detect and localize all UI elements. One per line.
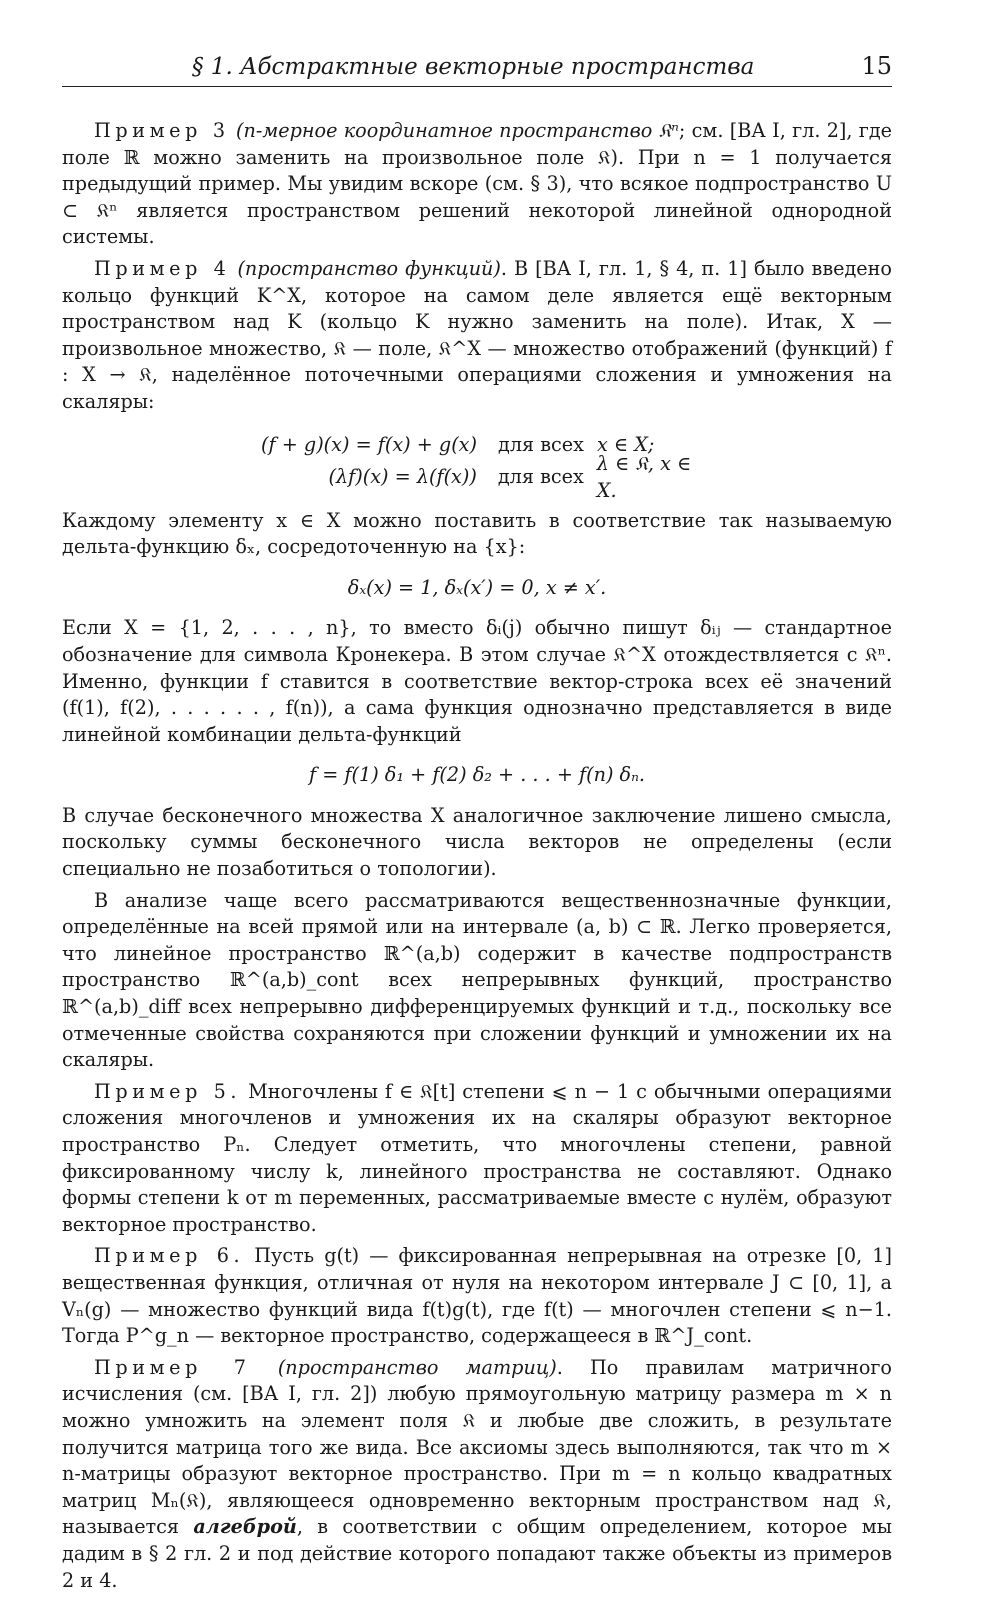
paragraph-text: . По правилам матричного исчисления (см. [ВА I, гл. 2]) любую прямоугольную матрицу размера m × n можно умножить на элемент поля 𝔎 и любые две сложить, в результате получится матрица того же вида. Все аксиомы здесь выполняются, так что m × n-матрицы образуют векторное пространство. При m = n кольцо квадратных матриц Mₙ(𝔎), являющееся одновременно векторным пространством над 𝔎, называется — [62, 1355, 892, 1539]
equation-condition: для всех — [498, 433, 584, 457]
pointwise-operations-equations — [237, 430, 717, 502]
equation-lhs: (λf)(x) = λ(f(x)) — [328, 465, 477, 489]
example-label: Пример 7 — [94, 1355, 251, 1379]
example-label: Пример 4 — [94, 256, 231, 280]
equation-condition: для всех — [497, 465, 584, 489]
running-header — [62, 52, 892, 87]
delta-equation: δₓ(x) = 1, δₓ(x′) = 0, x ≠ x′. — [347, 575, 607, 599]
example-5 — [62, 1079, 892, 1239]
paragraph-infinite-set: В случае бесконечного множества X аналогичное заключение лишено смысла, поскольку суммы бесконечного числа векторов не определены (если специально не позаботиться о топологии). — [62, 803, 892, 881]
equation-domain: x ∈ X; — [597, 433, 655, 457]
running-title: § 1. Абстрактные векторные пространства — [192, 54, 755, 80]
paragraph-text: . В [ВА I, гл. 1, § 4, п. 1] было введено кольцо функций K^X, которое на самом деле является ещё векторным пространством над K (кольцо K нужно заменить на поле). Итак, X — произвольное множество, 𝔎 — поле, 𝔎^X — множество отображений (функций) f : X → 𝔎, наделённое поточечными операциями сложения и умножения на скаляры: — [62, 256, 892, 413]
equation-lhs: (f + g)(x) = f(x) + g(x) — [261, 433, 477, 457]
paragraph-text: Пусть g(t) — фиксированная непрерывная на отрезке [0, 1] вещественная функция, отличная от нуля на некотором интервале J ⊂ [0, 1], а Vₙ(g) — множество функций вида f(t)g(t), где f(t) — многочлен степени ⩽ n−1. Тогда P^g_n — векторное пространство, содержащееся в ℝ^J_cont. — [62, 1244, 892, 1348]
paragraph-text: , в соответствии с общим определением, которое мы дадим в § 2 гл. 2 и под действие которого попадают также объекты из примеров 2 и 4. — [62, 1515, 892, 1592]
paragraph-kronecker: Если X = {1, 2, . . . , n}, то вместо δᵢ(j) обычно пишут δᵢⱼ — стандартное обозначение для символа Кронекера. В этом случае 𝔎^X отождествляется с 𝔎ⁿ. Именно, функции f ставится в соответствие вектор-строка всех её значений (f(1), f(2), . . . . . . , f(n)), а сама функция однозначно представляется в виде линейной комбинации дельта-функций — [62, 616, 892, 746]
example-heading: (пространство функций) — [237, 256, 501, 280]
paragraph-text: Многочлены f ∈ 𝔎[t] степени ⩽ n − 1 с обычными операциями сложения многочленов и умножения их на скаляры образуют векторное пространство Pₙ. Следует отметить, что многочлены степени, равной фиксированному числу k, линейного пространства не составляют. Однако формы степени k от m переменных, рассматриваемые вместе с нулём, образуют векторное пространство. — [62, 1079, 892, 1236]
equation-domain: λ ∈ 𝔎, x ∈ X. — [596, 451, 692, 502]
example-4 — [62, 256, 892, 416]
paragraph-analysis: В анализе чаще всего рассматриваются вещественнозначные функции, определённые на всей прямой или на интервале (a, b) ⊂ ℝ. Легко проверяется, что линейное пространство ℝ^(a,b) содержит в качестве подпространств пространство ℝ^(a,b)_cont всех непрерывных функций, пространство ℝ^(a,b)_diff всех непрерывно дифференцируемых функций и т.д., поскольку все отмеченные свойства сохраняются при сложении функций и умножении их на скаляры. — [62, 888, 892, 1072]
equation-row — [237, 451, 717, 502]
example-heading: (пространство матриц) — [277, 1355, 557, 1379]
example-6 — [62, 1243, 892, 1349]
example-7 — [62, 1355, 892, 1594]
example-label: Пример 5. — [94, 1079, 242, 1103]
example-3 — [62, 118, 892, 251]
example-label: Пример 3 — [94, 119, 230, 142]
paragraph-text: ; см. [ВА I, гл. 2], где поле ℝ можно заменить на произвольное поле 𝔎). При n = 1 получается предыдущий пример. Мы увидим вскоре (см. § 3), что всякое подпространство U ⊂ 𝔎ⁿ является пространством решений некоторой линейной однородной системы. — [62, 119, 892, 249]
paragraph-delta: Каждому элементу x ∈ X можно поставить в соответствие так называемую дельта-функцию δₓ, сосредоточенную на {x}: — [62, 508, 892, 559]
linear-combination-equation: f = f(1) δ₁ + f(2) δ₂ + . . . + f(n) δₙ. — [309, 763, 645, 787]
example-heading: (n-мерное координатное пространство 𝔎ⁿ — [236, 119, 679, 142]
defined-term: алгеброй — [193, 1515, 297, 1539]
example-label: Пример 6. — [94, 1244, 245, 1268]
page-body — [62, 118, 892, 1599]
page-number: 15 — [861, 52, 892, 80]
